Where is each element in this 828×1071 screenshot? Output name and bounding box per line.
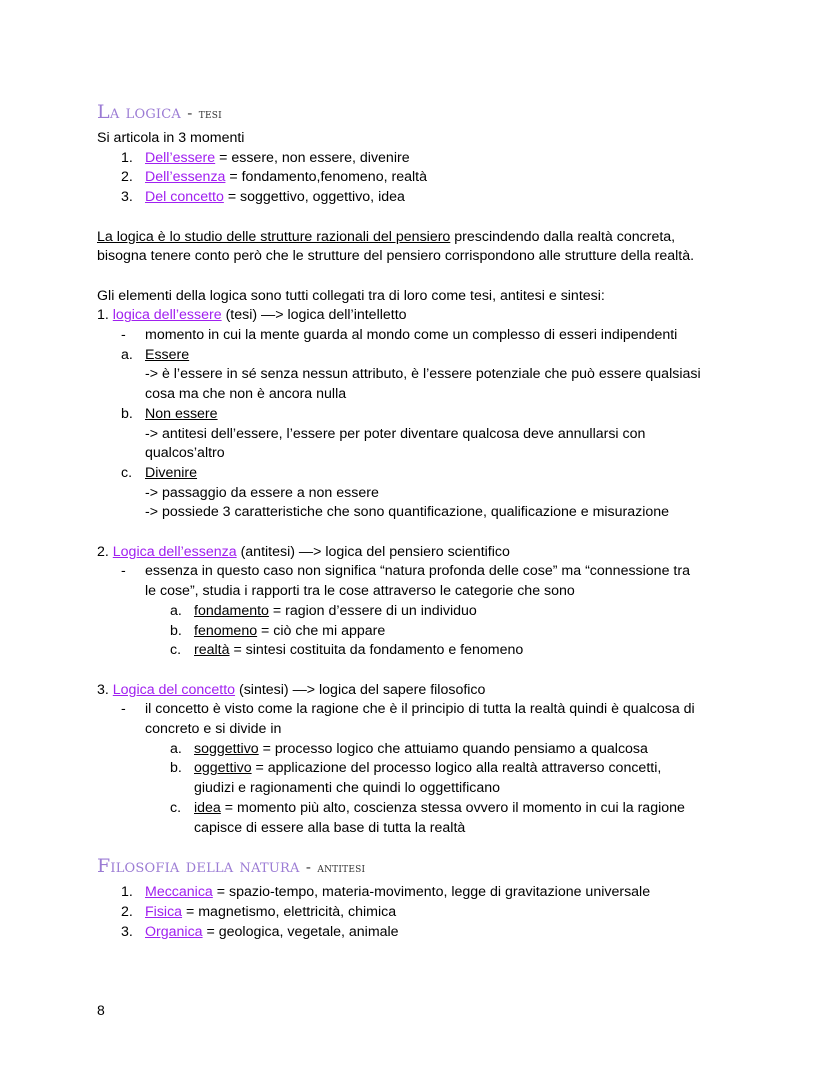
list-item <box>97 923 747 943</box>
point-number: 1. <box>97 307 113 324</box>
bullet-text: momento in cui la mente guarda al mondo come un complesso di esseri indipendenti <box>145 327 678 343</box>
sub-text-line: -> è l’essere in sé senza nessun attributo, è l’essere potenziale che può essere qualsiasi <box>145 366 701 383</box>
sub-item-essere <box>97 346 747 366</box>
list-text: = essere, non essere, divenire <box>215 149 410 166</box>
list-item <box>97 188 747 208</box>
category-term: realtà <box>194 642 230 659</box>
list-number: 1. <box>121 149 133 166</box>
definition-line-2: bisogna tenere conto però che le strutture del pensiero corrispondono alle strutture della realtà. <box>97 248 695 265</box>
bullet-continuation: concreto e si divide in <box>145 721 282 738</box>
list-item <box>97 168 747 188</box>
list-number: 2. <box>121 903 133 920</box>
sub-title: Non essere <box>145 405 218 422</box>
division-item <box>97 799 747 819</box>
sub-marker: a. <box>121 346 133 363</box>
sub-item-non-essere <box>97 405 747 425</box>
link-organica[interactable]: Organica <box>145 923 203 940</box>
link-logica-del-concetto[interactable]: Logica del concetto <box>112 681 236 698</box>
list-item <box>97 883 747 903</box>
definition-line-1 <box>97 228 747 248</box>
list-number: 3. <box>121 923 133 940</box>
link-logica-dell-essenza[interactable]: Logica dell’essenza <box>112 543 237 560</box>
category-item <box>97 641 747 661</box>
heading-la-logica <box>97 98 747 129</box>
point-rest: (sintesi) —> logica del sapere filosofico <box>235 681 486 698</box>
heading-title: Filosofia della natura <box>97 855 300 878</box>
list-text: = geologica, vegetale, animale <box>202 923 399 940</box>
bullet-text: il concetto è visto come la ragione che è il principio di tutta la realtà quindi è qualcosa di <box>145 701 695 718</box>
division-continuation: capisce di essere alla base di tutta la realtà <box>194 819 466 836</box>
intro-text: Si articola in 3 momenti <box>97 130 245 146</box>
link-logica-dell-essere[interactable]: logica dell’essere <box>112 307 222 324</box>
division-term: oggettivo <box>194 760 252 777</box>
sub-marker: a. <box>170 740 182 757</box>
sub-text-line: -> antitesi dell’essere, l’essere per poter diventare qualcosa deve annullarsi con <box>145 425 646 442</box>
sub-marker: b. <box>170 760 182 777</box>
division-text: = processo logico che attuiamo quando pensiamo a qualcosa <box>258 740 648 757</box>
division-text: = applicazione del processo logico alla realtà attraverso concetti, <box>251 760 662 777</box>
category-term: fenomeno <box>194 622 258 639</box>
sub-title: Essere <box>145 346 190 363</box>
point-number: 3. <box>97 681 113 698</box>
link-dell-essenza[interactable]: Dell’essenza <box>145 169 226 186</box>
point-number: 2. <box>97 543 113 560</box>
list-number: 1. <box>121 884 133 901</box>
sub-text-line: -> passaggio da essere a non essere <box>145 484 379 501</box>
natura-list <box>97 883 747 942</box>
sub-marker: c. <box>121 464 133 481</box>
list-text: = fondamento,fenomeno, realtà <box>225 169 427 186</box>
list-text: = magnetismo, elettricità, chimica <box>182 903 397 920</box>
dash-marker: - <box>121 701 126 718</box>
heading-subtitle: antitesi <box>317 861 366 877</box>
division-text: = momento più alto, coscienza stessa ovvero il momento in cui la ragione <box>220 799 685 816</box>
sub-marker: b. <box>121 405 133 422</box>
link-del-concetto[interactable]: Del concetto <box>145 189 224 206</box>
heading-separator: - <box>187 104 193 122</box>
document-page <box>97 98 747 942</box>
sub-text-line: qualcos’altro <box>145 445 225 462</box>
division-item <box>97 759 747 779</box>
sub-marker: c. <box>170 799 182 816</box>
definition-underlined: La logica è lo studio delle strutture razionali del pensiero <box>97 228 451 245</box>
list-text: = spazio-tempo, materia-movimento, legge di gravitazione universale <box>212 884 651 901</box>
point-1-heading <box>97 306 747 326</box>
heading-separator: - <box>305 858 312 877</box>
elements-intro: Gli elementi della logica sono tutti collegati tra di loro come tesi, antitesi e sintesi: <box>97 287 605 304</box>
point-rest: (antitesi) —> logica del pensiero scientifico <box>236 543 510 560</box>
page-number: 8 <box>97 1002 105 1018</box>
heading-title: La logica <box>97 101 181 123</box>
list-number: 2. <box>121 169 133 186</box>
link-dell-essere[interactable]: Dell’essere <box>145 149 216 166</box>
sub-text-line: cosa ma che non è ancora nulla <box>145 386 347 403</box>
sub-marker: a. <box>170 602 182 619</box>
division-term: idea <box>194 799 221 816</box>
category-item <box>97 622 747 642</box>
point-3-heading <box>97 681 747 701</box>
point-2-heading <box>97 543 747 563</box>
heading-subtitle: tesi <box>198 107 222 122</box>
definition-rest: prescindendo dalla realtà concreta, <box>450 228 676 245</box>
category-term: fondamento <box>194 602 269 619</box>
dash-marker: - <box>121 327 126 343</box>
heading-filosofia-della-natura <box>97 852 747 883</box>
category-text: = ragion d’essere di un individuo <box>268 602 477 619</box>
sub-item-divenire <box>97 464 747 484</box>
bullet-text: essenza in questo caso non significa “natura profonda delle cose” ma “connessione tra <box>145 563 690 580</box>
division-term: soggettivo <box>194 740 259 757</box>
bullet-item <box>97 562 747 582</box>
bullet-continuation: le cose”, studia i rapporti tra le cose attraverso le categorie che sono <box>145 583 575 600</box>
sub-marker: b. <box>170 622 182 639</box>
sub-marker: c. <box>170 642 182 659</box>
list-item <box>97 149 747 169</box>
list-number: 3. <box>121 189 133 206</box>
category-item <box>97 602 747 622</box>
list-item <box>97 903 747 923</box>
point-rest: (tesi) —> logica dell’intelletto <box>221 307 407 324</box>
category-text: = sintesi costituita da fondamento e fenomeno <box>229 642 524 659</box>
category-text: = ciò che mi appare <box>257 622 386 639</box>
moments-list <box>97 149 747 208</box>
link-meccanica[interactable]: Meccanica <box>145 884 213 901</box>
sub-text-line: -> possiede 3 caratteristiche che sono quantificazione, qualificazione e misurazione <box>145 504 670 521</box>
list-text: = soggettivo, oggettivo, idea <box>223 189 405 206</box>
dash-marker: - <box>121 563 126 580</box>
sub-title: Divenire <box>145 464 198 481</box>
bullet-item <box>97 700 747 720</box>
division-continuation: giudizi e ragionamenti che quindi lo oggettificano <box>194 780 501 797</box>
link-fisica[interactable]: Fisica <box>145 903 183 920</box>
bullet-item <box>97 326 747 346</box>
division-item <box>97 740 747 760</box>
